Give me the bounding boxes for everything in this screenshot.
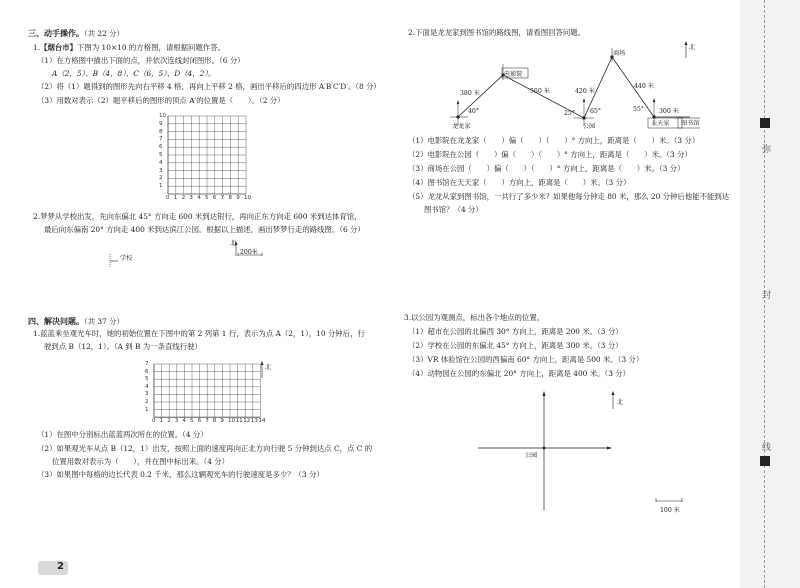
x-tick-label: 2 <box>167 418 171 425</box>
r-q3-p2: （2）学校在公园的东偏北 45° 方向上，距离是 300 米。（3 分） <box>408 341 623 350</box>
north-label-1: 北 <box>230 240 237 247</box>
y-tick-label: 1 <box>159 183 163 190</box>
scissor-icon <box>760 456 770 466</box>
r-q3-p1: （1）超市在公园的北偏西 30° 方向上，距离是 200 米。（3 分） <box>408 327 623 336</box>
x-tick-label: 14 <box>258 418 266 425</box>
y-tick-label: 5 <box>159 152 163 158</box>
label-north-r: 北 <box>689 44 696 51</box>
r-q3-p4: （4）动物园在公园的东偏北 20° 方向上，距离是 400 米。（3 分） <box>408 369 631 378</box>
s4-q1-p3: （3）如果图中每格的边长代表 0.2 千米，那么这辆观光车的行驶速度是多少？（3 分） <box>37 470 324 479</box>
school-label: 学校 <box>120 255 133 262</box>
x-tick-label: 7 <box>220 195 225 201</box>
x-tick-label: 9 <box>236 195 240 201</box>
s3-q1-p1: （1）在方格图中描出下面的点，并依次连线封闭图形。（6 分） <box>37 56 245 65</box>
y-tick-label: 3 <box>145 391 149 398</box>
north-label-2: 北 <box>265 364 272 371</box>
angle-65: 65° <box>590 108 601 115</box>
x-tick-label: 4 <box>182 418 186 425</box>
s4-q1-line1: 1.蓝蓝乘坐观光车时，她的初始位置在下图中的第 2 列第 1 行，表示为点 A（2，1），10 分钟后，行 <box>33 329 365 338</box>
s4-q1-line2: 驶到点 B（12，1）。（A 到 B 为一条直线行驶） <box>44 342 202 351</box>
s3-q1-intro: 1.【烟台市】下图为 10×10 的方格图，请根据问题作答。 <box>33 43 225 52</box>
x-tick-label: 10 <box>228 418 236 425</box>
dist-home-cinema: 380 米 <box>460 90 480 97</box>
margin-char-2: 封 <box>762 291 772 301</box>
x-tick-label: 13 <box>250 418 258 425</box>
x-tick-label: 1 <box>173 195 178 201</box>
r-q2-p5b: 图书馆？（4 分） <box>424 205 483 214</box>
dist-cinema-park: 560 米 <box>530 88 550 95</box>
x-tick-label: 9 <box>220 418 224 425</box>
label-square: 商场 <box>613 50 626 57</box>
y-tick-label: 2 <box>145 399 149 405</box>
margin-char-1: 弥 <box>762 145 772 155</box>
x-tick-label: 4 <box>197 195 201 201</box>
x-tick-label: 10 <box>244 195 252 201</box>
x-tick-label: 2 <box>181 195 186 201</box>
park-origin-label: 公园 <box>525 452 538 459</box>
y-tick-label: 3 <box>159 167 163 174</box>
label-home: 龙龙家 <box>452 123 471 130</box>
x-tick-label: 0 <box>166 195 170 201</box>
x-tick-label: 6 <box>197 418 202 425</box>
angle-55: 55° <box>633 106 644 113</box>
x-tick-label: 8 <box>228 195 232 201</box>
x-tick-label: 5 <box>205 195 209 201</box>
y-tick-label: 4 <box>159 159 163 166</box>
x-tick-label: 6 <box>212 195 217 201</box>
r-q2-p3: （3）商场在公园（ ）偏（ ）（ ）° 方向上，距离是（ ）米。（3 分） <box>408 164 685 173</box>
y-tick-label: 4 <box>145 383 149 390</box>
x-tick-label: 5 <box>190 418 194 425</box>
s3-q1-p2: （2）将（1）题得到的图形先向右平移 4 格，再向上平移 2 格，画出平移后的四边形 A′B′C′D′。（8 分） <box>37 82 381 91</box>
x-tick-label: 11 <box>235 418 243 425</box>
y-tick-label: 9 <box>159 120 163 127</box>
x-tick-label: 3 <box>189 195 193 201</box>
y-tick-label: 7 <box>145 361 149 367</box>
s4-q1-p2a: （2）如果观光车从点 B（12，1）出发，按照上面的速度再向正北方向行驶 5 分钟到达点 C，点 C 的 <box>37 444 373 453</box>
s3-q2-line1: 2.梦梦从学校出发，先向东偏北 45° 方向走 600 米到达银行，再向正东方向走 600 米到达体育馆， <box>33 212 362 221</box>
label-cinema: 电影院 <box>504 71 523 78</box>
s3-q1-p3: （3）用数对表示（2）题平移后的图形的顶点 A′的位置是（ ）。（2 分） <box>37 96 285 105</box>
r-q2-p4: （4）图书馆在天天家（ ）方向上，距离是（ ）米。（3 分） <box>408 178 631 187</box>
x-tick-label: 0 <box>152 418 156 425</box>
s4-q1-p2b: 位置用数对表示为（ ），并在图中标出来。（4 分） <box>52 457 230 466</box>
page-number-badge: 2 <box>38 561 68 575</box>
y-tick-label: 1 <box>145 406 149 413</box>
label-tiantian: 天天家 <box>651 120 670 127</box>
section3-heading: 三、动手操作。（共 22 分） <box>28 28 124 38</box>
y-tick-label: 6 <box>159 144 163 151</box>
r-q3-intro: 3.以公园为观测点，标出各个地点的位置。 <box>404 313 545 322</box>
section4-heading: 四、解决问题。（共 37 分） <box>28 316 124 326</box>
grid-10x10[interactable] <box>160 112 260 202</box>
r-q2-intro: 2.下面是龙龙家到图书馆的路线图，请看图回答问题。 <box>408 28 586 37</box>
dist-square-tian: 440 米 <box>634 83 654 90</box>
grid-14x7[interactable] <box>150 360 270 424</box>
angle-25: 25° <box>564 110 575 117</box>
r-q2-p1: （1）电影院在龙龙家（ ）偏（ ）（ ）° 方向上，距离是（ ）米。（3 分） <box>408 136 700 145</box>
scale-200m: 200米 <box>240 249 258 256</box>
r-q2-p2: （2）电影院在公园（ ）偏（ ）（ ）° 方向上，距离是（ ）米。（3 分） <box>408 150 692 159</box>
x-tick-label: 7 <box>205 418 209 425</box>
s3-q1-points: A（2，5）、B（4，8）、C（6，5）、D（4，2）。 <box>52 69 216 78</box>
y-tick-label: 5 <box>145 376 149 383</box>
y-tick-label: 10 <box>159 113 167 119</box>
x-tick-label: 8 <box>212 418 217 425</box>
s4-q1-p1: （1）在图中分别标出蓝蓝两次所在的位置。（4 分） <box>37 430 208 439</box>
scale-100m: 100 米 <box>660 507 680 514</box>
scissor-icon <box>760 118 770 128</box>
y-tick-label: 6 <box>145 368 149 375</box>
x-tick-label: 3 <box>174 418 179 425</box>
s3-q2-line2: 最后向东偏南 20° 方向走 400 米到达滨江公园。根据以上描述，画出梦梦行走的路线图。（6 分） <box>44 225 365 234</box>
r-q3-p3: （3）VR 体验馆在公园的西偏南 60° 方向上，距离是 500 米。（3 分） <box>408 355 644 364</box>
dist-tian-lib: 300 米 <box>659 108 679 115</box>
r-q2-p5a: （5）龙龙从家到图书馆，一共行了多少米？如果他每分钟走 80 米，那么 20 分钟后他能不能到达 <box>408 192 730 201</box>
y-tick-label: 2 <box>159 175 163 182</box>
label-park: 公园 <box>583 123 596 130</box>
binding-margin <box>740 0 800 588</box>
margin-char-3: 线 <box>762 443 772 453</box>
x-tick-label: 1 <box>159 418 164 425</box>
dist-park-square: 420 米 <box>575 88 595 95</box>
y-tick-label: 8 <box>159 128 163 135</box>
y-tick-label: 7 <box>159 136 163 143</box>
north-label-3: 北 <box>617 399 624 406</box>
label-library: 图书馆 <box>681 120 700 127</box>
x-tick-label: 12 <box>243 418 251 425</box>
angle-40: 40° <box>468 108 479 115</box>
park-coordinate-canvas[interactable] <box>470 385 690 520</box>
